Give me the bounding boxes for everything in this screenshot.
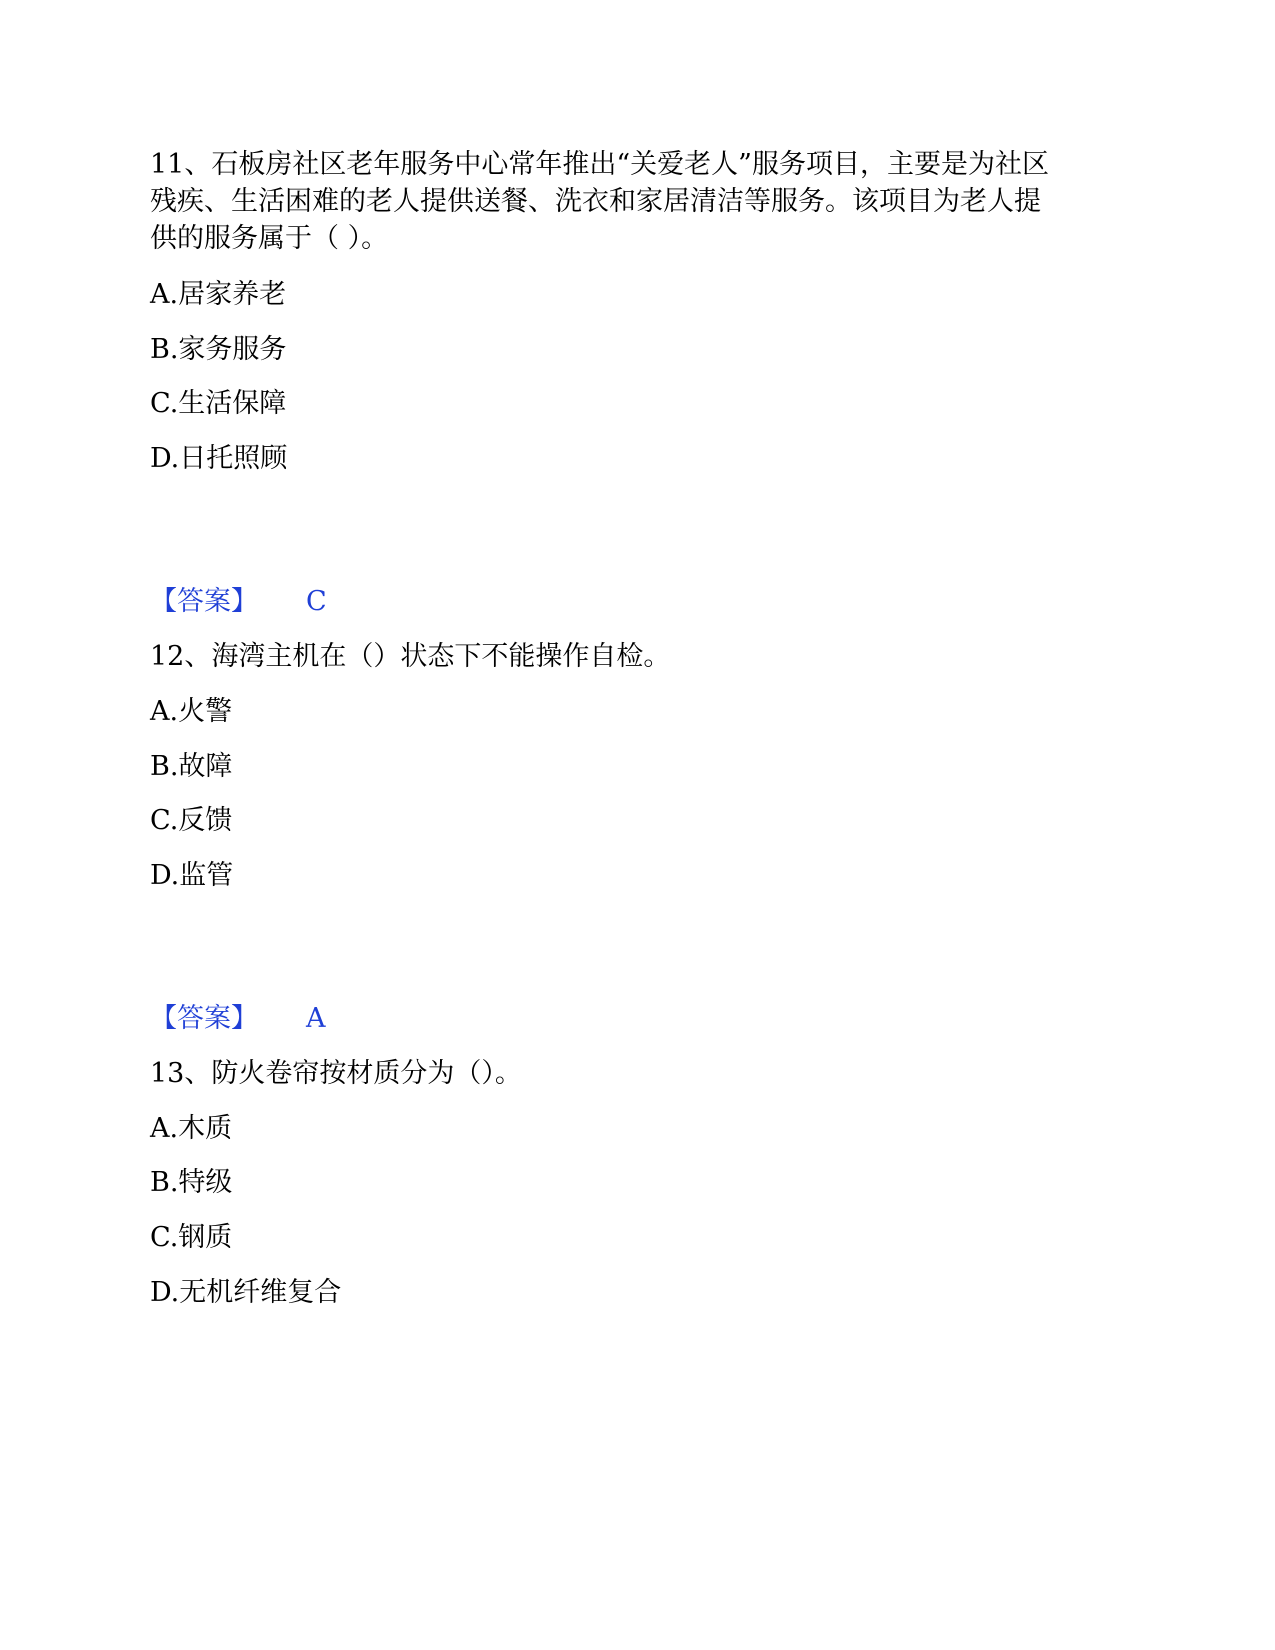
option-d: D.无机纤维复合 [150, 1277, 342, 1308]
answer-line [150, 999, 326, 1039]
option-a: A.居家养老 [150, 279, 287, 310]
option-a: A.木质 [150, 1113, 233, 1144]
option-b: B.特级 [150, 1167, 233, 1198]
option-b: B.家务服务 [150, 334, 287, 365]
option-b: B.故障 [150, 751, 233, 782]
answer-label: 【答案】 [150, 586, 258, 617]
question-stem-line: 11、石板房社区老年服务中心常年推出“关爱老人”服务项目，主要是为社区 [150, 149, 1049, 180]
option-c: C.钢质 [150, 1222, 233, 1253]
option-d: D.日托照顾 [150, 443, 288, 474]
question-stem-line: 12、海湾主机在（）状态下不能操作自检。 [150, 641, 671, 672]
question-stem-line: 残疾、生活困难的老人提供送餐、洗衣和家居清洁等服务。该项目为老人提 [150, 186, 1041, 217]
answer-value: A [306, 1003, 326, 1034]
option-c: C.反馈 [150, 805, 233, 836]
option-d: D.监管 [150, 860, 234, 891]
question-stem-line: 13、防火卷帘按材质分为（）。 [150, 1058, 522, 1089]
option-a: A.火警 [150, 696, 233, 727]
answer-line [150, 582, 327, 622]
option-c: C.生活保障 [150, 388, 287, 419]
answer-label: 【答案】 [150, 1003, 258, 1034]
question-stem-line: 供的服务属于（ ）。 [150, 223, 389, 254]
answer-value: C [306, 586, 327, 617]
